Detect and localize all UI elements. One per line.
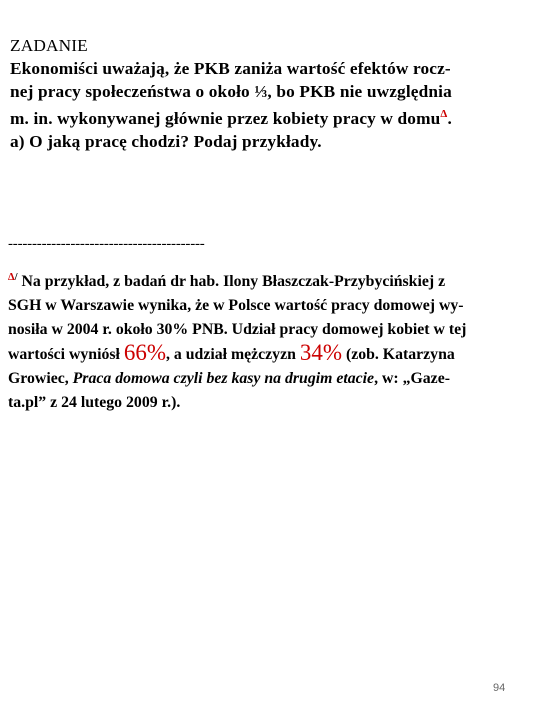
footnote-line-4-b: , a udział mężczyzn [166, 346, 300, 364]
footnote-line-1 [8, 266, 534, 294]
footnote-line-5 [8, 367, 534, 391]
footnote-reference-mark: Δ [440, 108, 448, 120]
footnote-block [8, 266, 534, 415]
women-share-value: 66% [123, 340, 167, 366]
task-line-3-text: m. in. wykonywanej głównie przez kobiety pracy w domu [10, 109, 441, 128]
task-line-2: nej pracy społeczeństwa o około ⅓, bo PKB nie uwzględnia [10, 82, 452, 101]
task-line-3 [10, 103, 530, 130]
task-block [10, 34, 530, 153]
footnote-line-3: nosiła w 2004 r. około 30% PNB. Udział pracy domowej kobiet w tej [8, 320, 467, 338]
task-line-1: Ekonomiści uważają, że PKB zaniża wartość efektów rocz- [10, 59, 451, 78]
footnote-line-5-a: Growiec, [8, 370, 73, 388]
footnote-line-4 [8, 341, 534, 367]
task-question: a) O jaką pracę chodzi? Podaj przykłady. [10, 132, 322, 151]
footnote-separator: ----------------------------------------- [8, 236, 205, 252]
footnote-line-6: ta.pl” z 24 lutego 2009 r.). [8, 393, 181, 411]
task-line-3-end: . [447, 109, 452, 128]
footnote-line-1-text: Na przykład, z badań dr hab. Ilony Błaszczak-Przybycińskiej z [17, 273, 446, 290]
page-number: 94 [493, 682, 506, 694]
men-share-value: 34% [299, 340, 342, 366]
footnote-line-4-c: (zob. Katarzyna [342, 346, 455, 364]
footnote-line-2: SGH w Warszawie wynika, że w Polsce wartość pracy domowej wy- [8, 296, 464, 314]
task-heading: ZADANIE [10, 36, 88, 55]
article-title: Praca domowa czyli bez kasy na drugim etacie [72, 370, 375, 388]
footnote-mark: Δ [8, 272, 15, 283]
footnote-line-4-a: wartości wyniósł [8, 346, 124, 364]
footnote-line-5-b: , w: „Gaze- [374, 370, 450, 388]
footnote-mark-slash: / [14, 272, 18, 283]
